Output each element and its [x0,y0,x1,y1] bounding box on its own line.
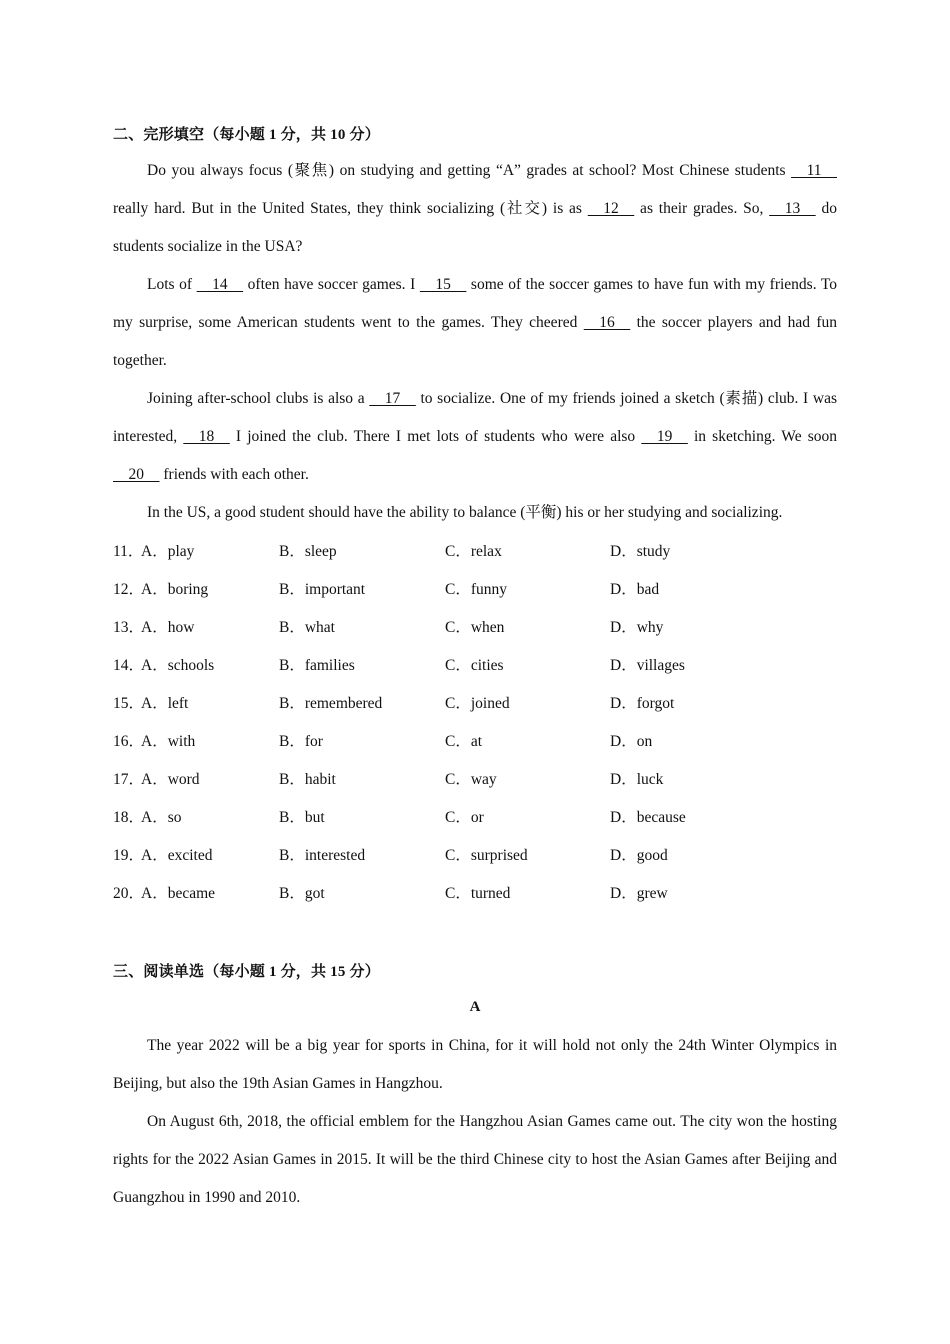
blank-19: 19 [641,428,688,445]
cloze-paragraph-3: Joining after-school clubs is also a 17 to socialize. One of my friends joined a sketch (素描) club. I was interested, 18 I joined the club. There I met lots of students who were also 19 in sketching. We soon 20 friends with each other. [113,380,837,494]
option-c: C．turned [445,885,511,902]
blank-18: 18 [183,428,230,445]
blank-14: 14 [196,276,244,293]
option-row: 11． A．play B．sleep C．relax D．study [113,533,837,571]
option-c: C．surprised [445,847,528,864]
option-c: C．at [445,733,483,750]
cloze-paragraph-2: Lots of 14 often have soccer games. I 15 some of the soccer games to have fun with my friends. To my surprise, some American students went to the games. They cheered 16 the soccer players and had fun together. [113,266,837,380]
option-d: D．because [610,809,686,826]
option-row: 20． A．became B．got C．turned D．grew [113,875,837,913]
option-b: B．remembered [279,695,383,712]
option-row: 18． A．so B．but C．or D．because [113,799,837,837]
option-d: D．forgot [610,695,675,712]
option-a: A．so [141,809,182,826]
options-list [113,533,837,913]
option-b: B．habit [279,771,336,788]
option-b: B．got [279,885,325,902]
option-row: 17． A．word B．habit C．way D．luck [113,761,837,799]
option-c: C．way [445,771,497,788]
option-d: D．why [610,619,664,636]
option-c: C．cities [445,657,504,674]
blank-13: 13 [769,200,816,217]
option-a: A．word [141,771,200,788]
option-d: D．good [610,847,668,864]
option-b: B．what [279,619,335,636]
option-row: 12． A．boring B．important C．funny D．bad [113,571,837,609]
option-c: C．funny [445,581,508,598]
option-b: B．important [279,581,366,598]
blank-11: 11 [791,162,837,179]
cloze-paragraph-4: In the US, a good student should have the ability to balance (平衡) his or her studying and socializing. [147,504,783,521]
option-b: B．interested [279,847,366,864]
option-a: A．how [141,619,195,636]
option-row: 15． A．left B．remembered C．joined D．forgot [113,685,837,723]
option-d: D．study [610,543,671,560]
passage-label: A [469,999,481,1015]
option-a: A．boring [141,581,209,598]
blank-17: 17 [369,390,416,407]
option-a: A．excited [141,847,213,864]
option-d: D．on [610,733,653,750]
cloze-paragraph-1: Do you always focus (聚焦) on studying and getting “A” grades at school? Most Chinese students 11 really hard. But in the United States, they think socializing (社交) is as 12 as their grades. So, 13 do students socialize in the USA? [113,152,837,266]
option-row: 13． A．how B．what C．when D．why [113,609,837,647]
option-d: D．bad [610,581,660,598]
option-row: 19． A．excited B．interested C．surprised D．good [113,837,837,875]
option-b: B．for [279,733,323,750]
section-3-heading: 三、阅读单选（每小题 1 分，共 15 分） [113,964,380,980]
option-b: B．sleep [279,543,337,560]
section-2-heading: 二、完形填空（每小题 1 分，共 10 分） [113,127,380,143]
option-b: B．families [279,657,355,674]
option-a: A．left [141,695,189,712]
option-d: D．grew [610,885,668,902]
option-c: C．or [445,809,484,826]
option-a: A．with [141,733,196,750]
blank-20: 20 [113,466,160,483]
reading-paragraph-1: The year 2022 will be a big year for sports in China, for it will hold not only the 24th Winter Olympics in Beijing, but also the 19th Asian Games in Hangzhou. [113,1037,837,1092]
blank-12: 12 [587,200,635,217]
option-a: A．became [141,885,216,902]
option-c: C．when [445,619,505,636]
option-row: 16． A．with B．for C．at D．on [113,723,837,761]
option-a: A．schools [141,657,215,674]
option-c: C．joined [445,695,510,712]
blank-15: 15 [419,276,467,293]
option-d: D．villages [610,657,685,674]
option-d: D．luck [610,771,664,788]
option-c: C．relax [445,543,502,560]
blank-16: 16 [583,314,631,331]
option-row: 14． A．schools B．families C．cities D．villages [113,647,837,685]
option-b: B．but [279,809,325,826]
reading-paragraph-2: On August 6th, 2018, the official emblem for the Hangzhou Asian Games came out. The city won the hosting rights for the 2022 Asian Games in 2015. It will be the third Chinese city to host the Asian Games after Beijing and Guangzhou in 1990 and 2010. [113,1113,837,1206]
option-a: A．play [141,543,195,560]
